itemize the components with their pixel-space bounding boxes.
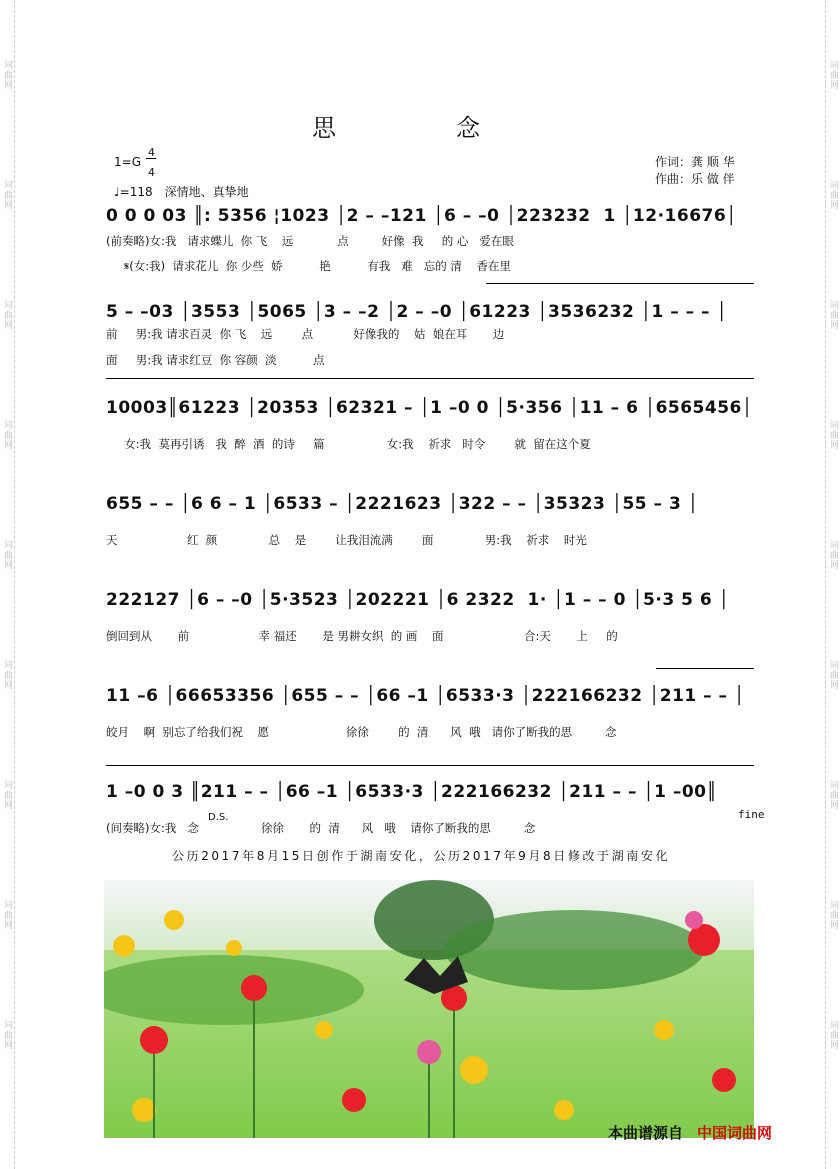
score-row-1: [106, 206, 754, 290]
credit-prefix: 本曲谱源自: [608, 1124, 684, 1142]
watermark-text: 词曲网: [2, 60, 12, 90]
left-watermark-strip: [0, 0, 15, 1169]
volta-bracket: [106, 765, 754, 766]
watermark-text: 词曲网: [2, 900, 12, 930]
lyric-line: (前奏略)女:我 请求蝶儿 你 飞 远 点 好像 我 的 心 爱在眼: [106, 234, 514, 248]
lyricist: 作词：龚 顺 华: [655, 155, 735, 169]
time-signature-bottom: 4: [148, 166, 155, 179]
score-row-2: [106, 302, 754, 372]
lyric-line: 女:我 莫再引诱 我 醉 酒 的诗 篇 女:我 祈求 时令 就 留在这个夏: [106, 437, 591, 451]
watermark-text: 词曲网: [828, 300, 838, 330]
volta-bracket: [106, 378, 754, 379]
meadow-illustration: [104, 880, 754, 1138]
watermark-text: 词曲网: [828, 660, 838, 690]
song-title: 思 念: [312, 114, 528, 142]
source-credit: [608, 1122, 772, 1143]
key-signature: 1=G: [114, 155, 141, 169]
watermark-text: 词曲网: [828, 180, 838, 210]
score-row-6: [106, 686, 754, 746]
watermark-text: 词曲网: [2, 540, 12, 570]
watermark-text: 词曲网: [828, 900, 838, 930]
score-row-7: [106, 782, 754, 842]
lyric-line: (间奏略)女:我 念 徐徐 的 清 风 哦 请你了断我的思 念: [106, 821, 536, 835]
time-signature-top: 4: [148, 146, 155, 159]
lyric-line: 天 红 颜 总 是 让我泪流满 面 男:我 祈求 时光: [106, 533, 587, 547]
watermark-text: 词曲网: [2, 660, 12, 690]
watermark-text: 词曲网: [2, 780, 12, 810]
watermark-text: 词曲网: [2, 420, 12, 450]
watermark-text: 词曲网: [828, 1020, 838, 1050]
volta-bracket: [486, 283, 754, 284]
notation-line: 1 –0 0 3 ║211 – – │66 –1 │6533·3 │222166232 │211 – – │1 –00║: [106, 782, 718, 802]
tempo-marking: ♩=118 深情地、真挚地: [114, 185, 249, 199]
watermark-text: 词曲网: [828, 540, 838, 570]
watermark-text: 词曲网: [2, 1020, 12, 1050]
right-watermark-strip: [825, 0, 840, 1169]
score-row-3: [106, 398, 754, 458]
notation-line: 11 –6 │66653356 │655 – – │66 –1 │6533·3 │222166232 │211 – – │: [106, 686, 745, 706]
notation-line: 655 – – │6 6 – 1 │6533 – │2221623 │322 – – │35323 │55 – 3 │: [106, 494, 699, 514]
fine-marking: fine: [738, 808, 765, 821]
score-row-5: [106, 590, 754, 650]
watermark-text: 词曲网: [828, 420, 838, 450]
ds-marking: D.S.: [208, 812, 229, 823]
notation-line: 10003║61223 │20353 │62321 – │1 –0 0 │5·356 │11 – 6 │6565456│: [106, 398, 753, 418]
watermark-text: 词曲网: [2, 180, 12, 210]
lyric-line: 前 男:我 请求百灵 你 飞 远 点 好像我的 姑 娘在耳 边: [106, 327, 505, 341]
composition-footnote: 公历2017年8月15日创作于湖南安化，公历2017年9月8日修改于湖南安化: [172, 849, 671, 863]
notation-line: 5 – –03 │3553 │5065 │3 – –2 │2 – –0 │61223 │3536232 │1 – – – │: [106, 302, 728, 322]
watermark-text: 词曲网: [2, 300, 12, 330]
lyric-line: 𝄋(女:我) 请求花儿 你 少些 娇 艳 有我 难 忘的 清 香在里: [106, 259, 511, 273]
lyric-line: 皎月 啊 别忘了给我们祝 愿 徐徐 的 清 风 哦 请你了断我的思 念: [106, 725, 617, 739]
notation-line: 0 0 0 03 ║: 5356 ¦1023 │2 – –121 │6 – –0 │223232 1 │12·16676│: [106, 206, 737, 226]
lyric-line: 倒回到从 前 幸 福还 是 男耕女织 的 画 面 合:天 上 的: [106, 629, 618, 643]
time-signature-divider: [146, 158, 156, 159]
credit-site: 中国词曲网: [697, 1124, 773, 1142]
composer: 作曲：乐 做 伴: [655, 172, 735, 186]
volta-bracket: [656, 668, 754, 669]
score-row-4: [106, 494, 754, 554]
watermark-text: 词曲网: [828, 780, 838, 810]
watermark-text: 词曲网: [828, 60, 838, 90]
notation-line: 222127 │6 – –0 │5·3523 │202221 │6 2322 1· │1 – – 0 │5·3 5 6 │: [106, 590, 730, 610]
flower-meadow-image: [104, 880, 754, 1138]
lyric-line: 面 男:我 请求红豆 你 容颜 淡 点: [106, 353, 325, 367]
